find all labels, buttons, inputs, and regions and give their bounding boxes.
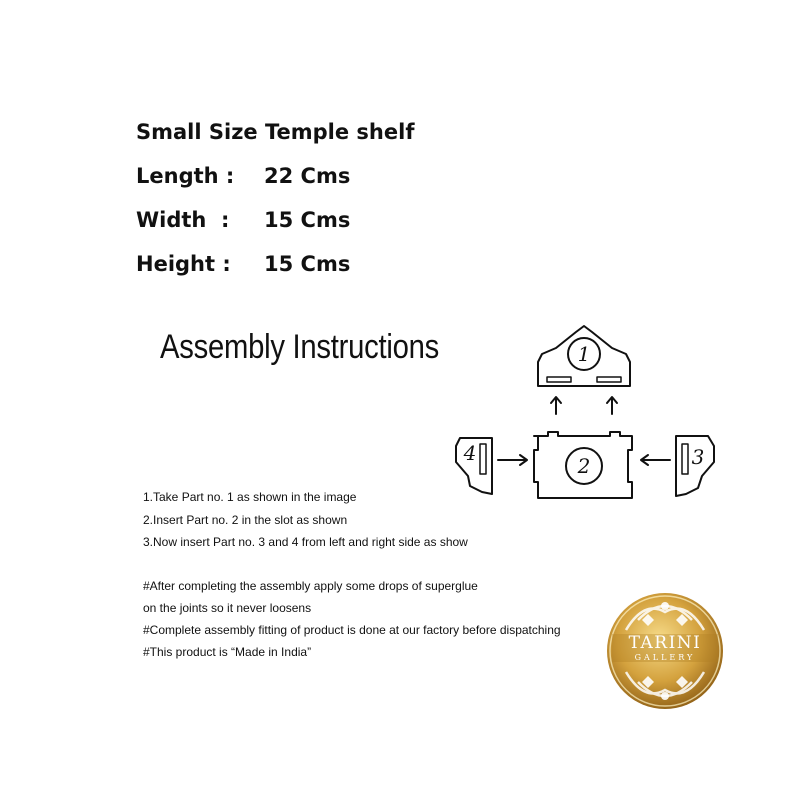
note-1-continued: on the joints so it never loosens xyxy=(143,601,312,615)
assembly-title: Assembly Instructions xyxy=(160,328,439,366)
length-label: Length : xyxy=(136,164,235,188)
height-row xyxy=(136,252,351,276)
step-3: 3.Now insert Part no. 3 and 4 from left and right side as show xyxy=(143,535,468,549)
height-label: Height : xyxy=(136,252,231,276)
note-1: #After completing the assembly apply some drops of superglue xyxy=(143,579,478,593)
height-value: 15 Cms xyxy=(264,252,351,276)
step-1: 1.Take Part no. 1 as shown in the image xyxy=(143,490,357,504)
length-value: 22 Cms xyxy=(264,164,351,188)
logo-tagline: GALLERY xyxy=(634,653,696,662)
part-2-label: 2 xyxy=(577,454,591,478)
tarini-gallery-logo xyxy=(604,590,726,712)
part-4-label: 4 xyxy=(463,441,477,465)
width-value: 15 Cms xyxy=(264,208,351,232)
part-3-label: 3 xyxy=(691,445,705,469)
product-title xyxy=(136,120,414,144)
note-2: #Complete assembly fitting of product is done at our factory before dispatching xyxy=(143,623,561,637)
width-label: Width : xyxy=(136,208,230,232)
logo-name: TARINI xyxy=(628,633,702,653)
up-arrows xyxy=(551,397,617,414)
part-1-label: 1 xyxy=(577,342,591,366)
length-row xyxy=(136,164,351,188)
assembly-diagram xyxy=(440,318,740,508)
note-3: #This product is “Made in India” xyxy=(143,645,312,659)
width-row xyxy=(136,208,351,232)
product-title-text: Small Size Temple shelf xyxy=(136,120,415,144)
step-2: 2.Insert Part no. 2 in the slot as shown xyxy=(143,513,348,527)
